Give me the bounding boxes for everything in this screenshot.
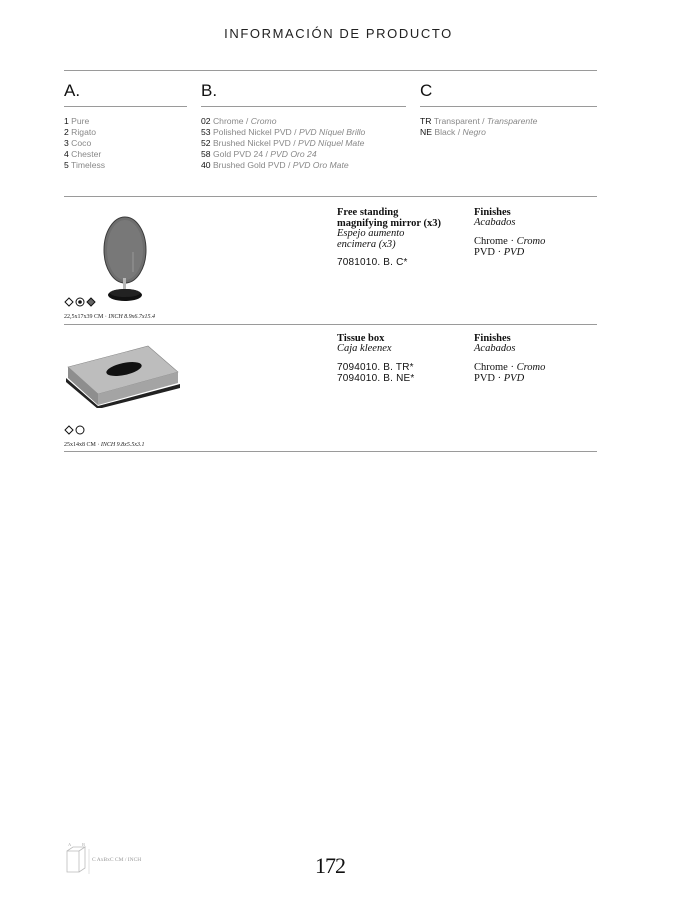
product-code: 7081010. B. C* bbox=[337, 257, 408, 268]
bottom-divider bbox=[64, 451, 597, 452]
diamond-outline-icon bbox=[65, 298, 73, 306]
diamond-filled-icon bbox=[87, 298, 95, 306]
column-a-divider bbox=[64, 106, 187, 107]
list-item: 4 Chester bbox=[64, 149, 102, 159]
finish-item: Chrome · Cromo bbox=[474, 361, 546, 373]
mirror-product-image bbox=[90, 212, 160, 304]
tissue-box-details bbox=[337, 333, 467, 385]
finishes-label: Finishes bbox=[474, 333, 511, 344]
legend-b-label: B bbox=[82, 842, 86, 847]
column-b-list bbox=[201, 116, 365, 171]
product-name: Free standing bbox=[337, 207, 399, 218]
tissue-box-finishes bbox=[474, 333, 584, 385]
mirror-dimensions: 22,5x17x39 CM · INCH 8.9x6.7x15.4 bbox=[64, 314, 156, 320]
legend-text: C AxBxC CM / INCH bbox=[92, 857, 142, 863]
column-c-heading: C bbox=[420, 81, 433, 100]
list-item: 3 Coco bbox=[64, 138, 92, 148]
legend-a-label: A bbox=[68, 842, 72, 847]
section-divider bbox=[64, 196, 597, 197]
list-item: 53 Polished Nickel PVD / PVD Níquel Brillo bbox=[201, 127, 366, 137]
product-code: 7094010. B. NE* bbox=[337, 373, 415, 384]
product-name-es: Espejo aumento bbox=[337, 228, 405, 239]
tissue-box-product-image bbox=[64, 342, 182, 408]
list-item: 58 Gold PVD 24 / PVD Oro 24 bbox=[201, 149, 317, 159]
product-code: 7094010. B. TR* bbox=[337, 361, 414, 373]
finishes-label-es: Acabados bbox=[474, 343, 516, 354]
finish-item: Chrome · Cromo bbox=[474, 235, 546, 247]
page-number: 172 bbox=[315, 853, 345, 878]
tissue-box-dimensions: 25x14x8 CM · INCH 9.8x5.5x3.1 bbox=[64, 442, 145, 448]
tissue-box-finish-icons bbox=[64, 424, 88, 436]
circle-outline-icon bbox=[76, 426, 84, 434]
column-c-list bbox=[420, 116, 537, 138]
list-item: TR Transparent / Transparente bbox=[420, 116, 538, 126]
column-a-heading: A. bbox=[64, 81, 81, 100]
product-name-es: encimera (x3) bbox=[337, 238, 396, 250]
top-divider bbox=[64, 70, 597, 71]
finish-item: PVD · PVD bbox=[474, 373, 525, 384]
list-item: NE Black / Negro bbox=[420, 127, 486, 137]
list-item: 2 Rigato bbox=[64, 127, 97, 137]
finish-item: PVD · PVD bbox=[474, 247, 525, 258]
diamond-outline-icon bbox=[65, 426, 73, 434]
list-item: 40 Brushed Gold PVD / PVD Oro Mate bbox=[201, 160, 349, 170]
page-title: INFORMACIÓN DE PRODUCTO bbox=[224, 26, 453, 41]
finishes-label-es: Acabados bbox=[474, 217, 516, 228]
list-item: 5 Timeless bbox=[64, 160, 106, 170]
product-name: magnifying mirror (x3) bbox=[337, 218, 442, 229]
list-item: 02 Chrome / Cromo bbox=[201, 116, 277, 126]
column-c-divider bbox=[420, 106, 597, 107]
finishes-label: Finishes bbox=[474, 207, 511, 218]
dimensions-legend-icon bbox=[62, 841, 96, 875]
list-item: 52 Brushed Nickel PVD / PVD Níquel Mate bbox=[201, 138, 365, 148]
column-b-heading: B. bbox=[201, 81, 218, 100]
column-b-divider bbox=[201, 106, 406, 107]
list-item: 1 Pure bbox=[64, 116, 90, 126]
product-name: Tissue box bbox=[337, 333, 385, 344]
column-a-list bbox=[64, 116, 105, 171]
row-divider bbox=[64, 324, 597, 325]
mirror-finishes bbox=[474, 207, 584, 259]
mirror-details bbox=[337, 207, 467, 269]
product-name-es: Caja kleenex bbox=[337, 343, 392, 354]
mirror-finish-icons bbox=[64, 296, 98, 308]
